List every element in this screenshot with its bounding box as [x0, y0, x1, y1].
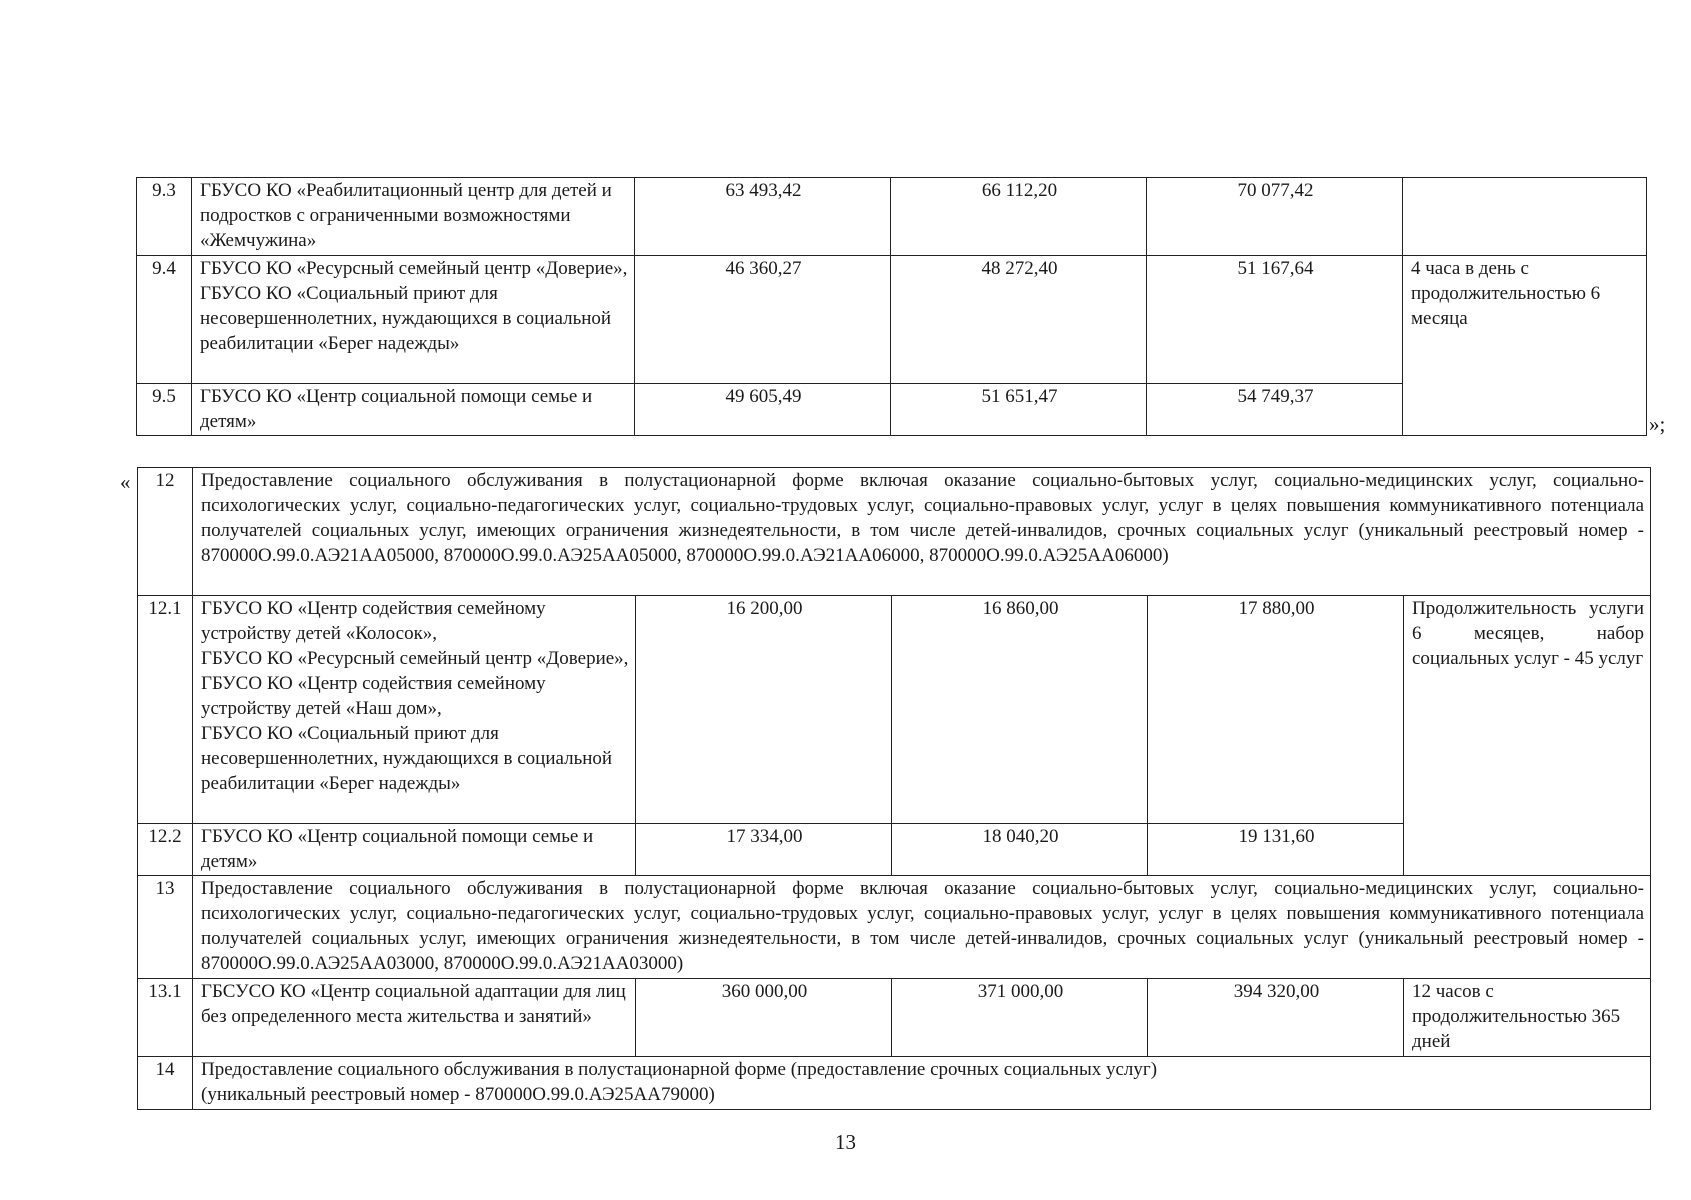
- institution-name: ГБУСО КО «Реабилитационный центр для детей и подростков с ограниченными возможностями «Жемчужина»: [192, 178, 635, 256]
- section-description: Предоставление социального обслуживания в полустационарной форме включая оказание социально-бытовых услуг, социально-медицинских услуг, социально-психологических услуг, социально-педагогических услуг, социально-трудовых услуг, социально-правовых услуг, услуг в целях повышения коммуникативного потенциала получателей социальных услуг, имеющих ограничения жизнедеятельности, в том числе детей-инвалидов, срочных социальных услуг (уникальный реестровый номер - 870000О.99.0.АЭ21АА05000, 870000О.99.0.АЭ25АА05000, 870000О.99.0.АЭ21АА06000, 870000О.99.0.АЭ25АА06000): [193, 468, 1651, 596]
- value-cell: 49 605,49: [635, 384, 891, 436]
- table-second: [137, 467, 1651, 1110]
- value-cell: 70 077,42: [1147, 178, 1403, 256]
- value-cell: 46 360,27: [635, 256, 891, 384]
- row-number: 9.3: [137, 178, 192, 256]
- value-cell: 16 200,00: [636, 596, 892, 824]
- value-cell: 51 167,64: [1147, 256, 1403, 384]
- table-row: [138, 596, 1651, 824]
- note-cell: 12 часов с продолжительностью 365 дней: [1404, 979, 1651, 1057]
- value-cell: 17 334,00: [636, 824, 892, 876]
- institution-name: ГБУСО КО «Центр социальной помощи семье и детям»: [192, 384, 635, 436]
- value-cell: 18 040,20: [892, 824, 1148, 876]
- row-number: 12.2: [138, 824, 193, 876]
- section-row: [138, 468, 1651, 596]
- institution-name: ГБУСО КО «Центр социальной помощи семье и детям»: [193, 824, 636, 876]
- value-cell: 48 272,40: [891, 256, 1147, 384]
- section-row: [138, 876, 1651, 979]
- note-cell: 4 часа в день с продолжительностью 6 месяца: [1403, 256, 1647, 436]
- section-number: 13: [138, 876, 193, 979]
- row-number: 13.1: [138, 979, 193, 1057]
- value-cell: 360 000,00: [636, 979, 892, 1057]
- row-number: 12.1: [138, 596, 193, 824]
- value-cell: 394 320,00: [1148, 979, 1404, 1057]
- value-cell: 51 651,47: [891, 384, 1147, 436]
- closing-quote-mark: »;: [1649, 412, 1666, 436]
- note-cell: Продолжительность услуги 6 месяцев, набор социальных услуг - 45 услуг: [1404, 596, 1651, 876]
- value-cell: 54 749,37: [1147, 384, 1403, 436]
- table-row: [138, 979, 1651, 1057]
- value-cell: 63 493,42: [635, 178, 891, 256]
- section-number: 12: [138, 468, 193, 596]
- table-row: [137, 178, 1647, 256]
- value-cell: 371 000,00: [892, 979, 1148, 1057]
- section-number: 14: [138, 1057, 193, 1110]
- section-description: Предоставление социального обслуживания в полустационарной форме включая оказание социально-бытовых услуг, социально-медицинских услуг, социально-психологических услуг, социально-педагогических услуг, социально-трудовых услуг, социально-правовых услуг, услуг в целях повышения коммуникативного потенциала получателей социальных услуг, имеющих ограничения жизнедеятельности, в том числе детей-инвалидов, срочных социальных услуг (уникальный реестровый номер - 870000О.99.0.АЭ25АА03000, 870000О.99.0.АЭ21АА03000): [193, 876, 1651, 979]
- institution-name: ГБСУСО КО «Центр социальной адаптации для лиц без определенного места жительства и занятий»: [193, 979, 636, 1057]
- institution-name: ГБУСО КО «Центр содействия семейному устройству детей «Колосок», ГБУСО КО «Ресурсный семейный центр «Доверие», ГБУСО КО «Центр содействия семейному устройству детей «Наш дом», ГБУСО КО «Социальный приют для несовершеннолетних, нуждающихся в социальной реабилитации «Берег надежды»: [193, 596, 636, 824]
- value-cell: 19 131,60: [1148, 824, 1404, 876]
- table-row: [137, 256, 1647, 384]
- row-number: 9.4: [137, 256, 192, 384]
- page-number: 13: [835, 1130, 856, 1154]
- row-number: 9.5: [137, 384, 192, 436]
- table-first: [136, 177, 1647, 436]
- institution-name: ГБУСО КО «Ресурсный семейный центр «Доверие», ГБУСО КО «Социальный приют для несовершеннолетних, нуждающихся в социальной реабилитации «Берег надежды»: [192, 256, 635, 384]
- opening-quote-mark: «: [120, 470, 131, 494]
- section-row: [138, 1057, 1651, 1110]
- value-cell: 16 860,00: [892, 596, 1148, 824]
- value-cell: 66 112,20: [891, 178, 1147, 256]
- section-description: Предоставление социального обслуживания в полустационарной форме (предоставление срочных социальных услуг) (уникальный реестровый номер - 870000О.99.0.АЭ25АА79000): [193, 1057, 1651, 1110]
- value-cell: 17 880,00: [1148, 596, 1404, 824]
- note-cell: [1403, 178, 1647, 256]
